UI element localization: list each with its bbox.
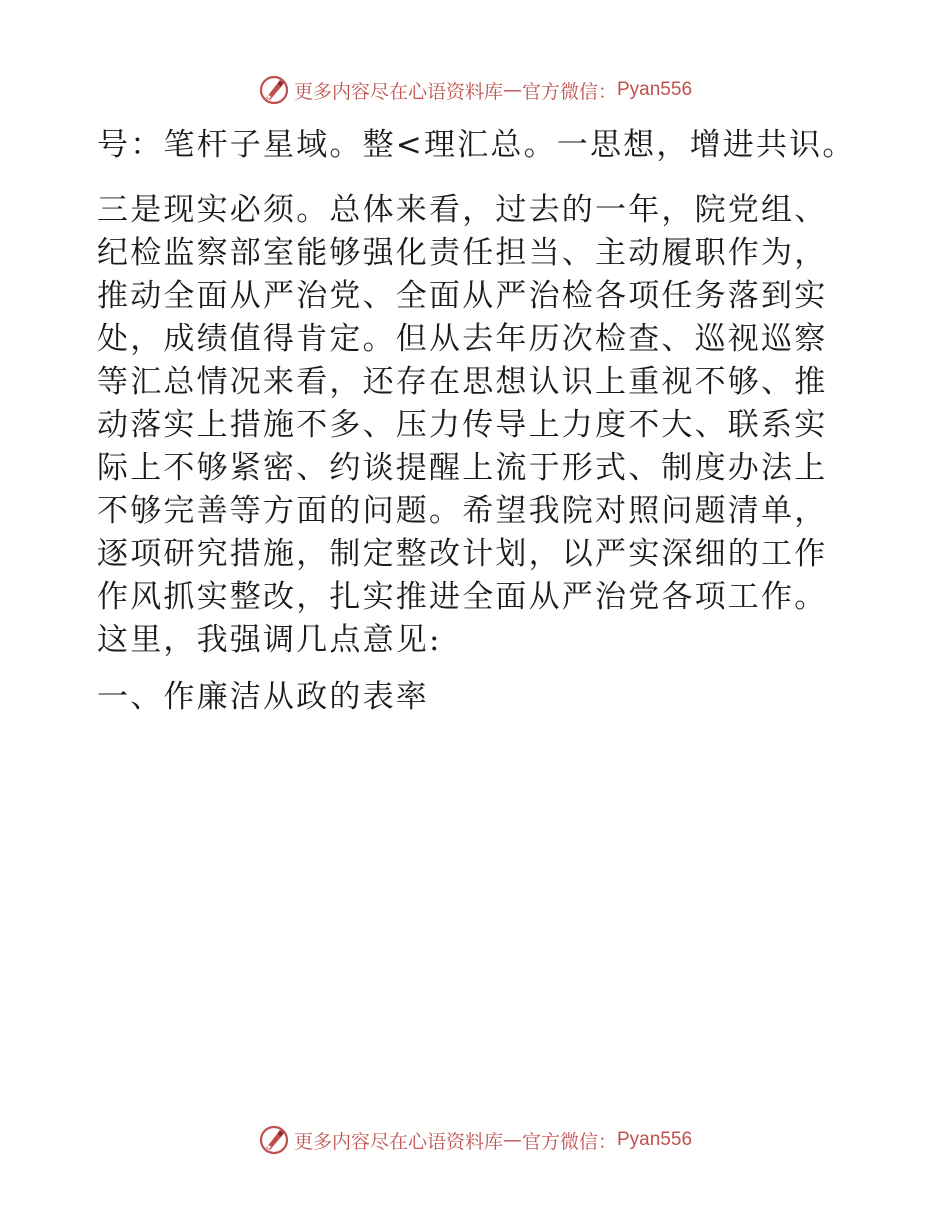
banner-wechat-handle: Pyan556 [617,79,693,100]
banner-wechat-handle: Pyan556 [617,1129,693,1150]
pen-nib-logo-icon [258,1124,290,1156]
pen-nib-logo-icon [258,74,290,106]
paragraph-2: 三是现实必须。总体来看，过去的一年，院党组、纪检监察部室能够强化责任担当、主动履职作为，推动全面从严治党、全面从严治检各项任务落到实处，成绩值得肯定。但从去年历次检查、巡视巡察等汇总情况来看，还存在思想认识上重视不够、推动落实上措施不多、压力传导上力度不大、联系实际上不够紧密、约谈提醒上流于形式、制度办法上不够完善等方面的问题。希望我院对照问题清单，逐项研究措施，制定整改计划，以严实深细的工作作风抓实整改，扎实推进全面从严治党各项工作。这里，我强调几点意见: [97,192,828,658]
footer-watermark-banner [0,1120,950,1160]
banner-official-label: 官方微信： [521,80,617,103]
header-watermark-banner [0,70,950,110]
section-heading: 一、作廉洁从政的表率 [97,679,429,715]
banner-official-label: 官方微信： [521,1130,617,1153]
banner-dash: — [502,1129,522,1151]
banner-dash: — [502,79,522,101]
paragraph-1: 号：笔杆子星域。整<理汇总。一思想，增进共识。 [97,127,856,163]
banner-brand-text: 更多内容尽在心语资料库 [293,80,503,103]
banner-brand-text: 更多内容尽在心语资料库 [293,1130,503,1153]
document-body [97,124,857,719]
